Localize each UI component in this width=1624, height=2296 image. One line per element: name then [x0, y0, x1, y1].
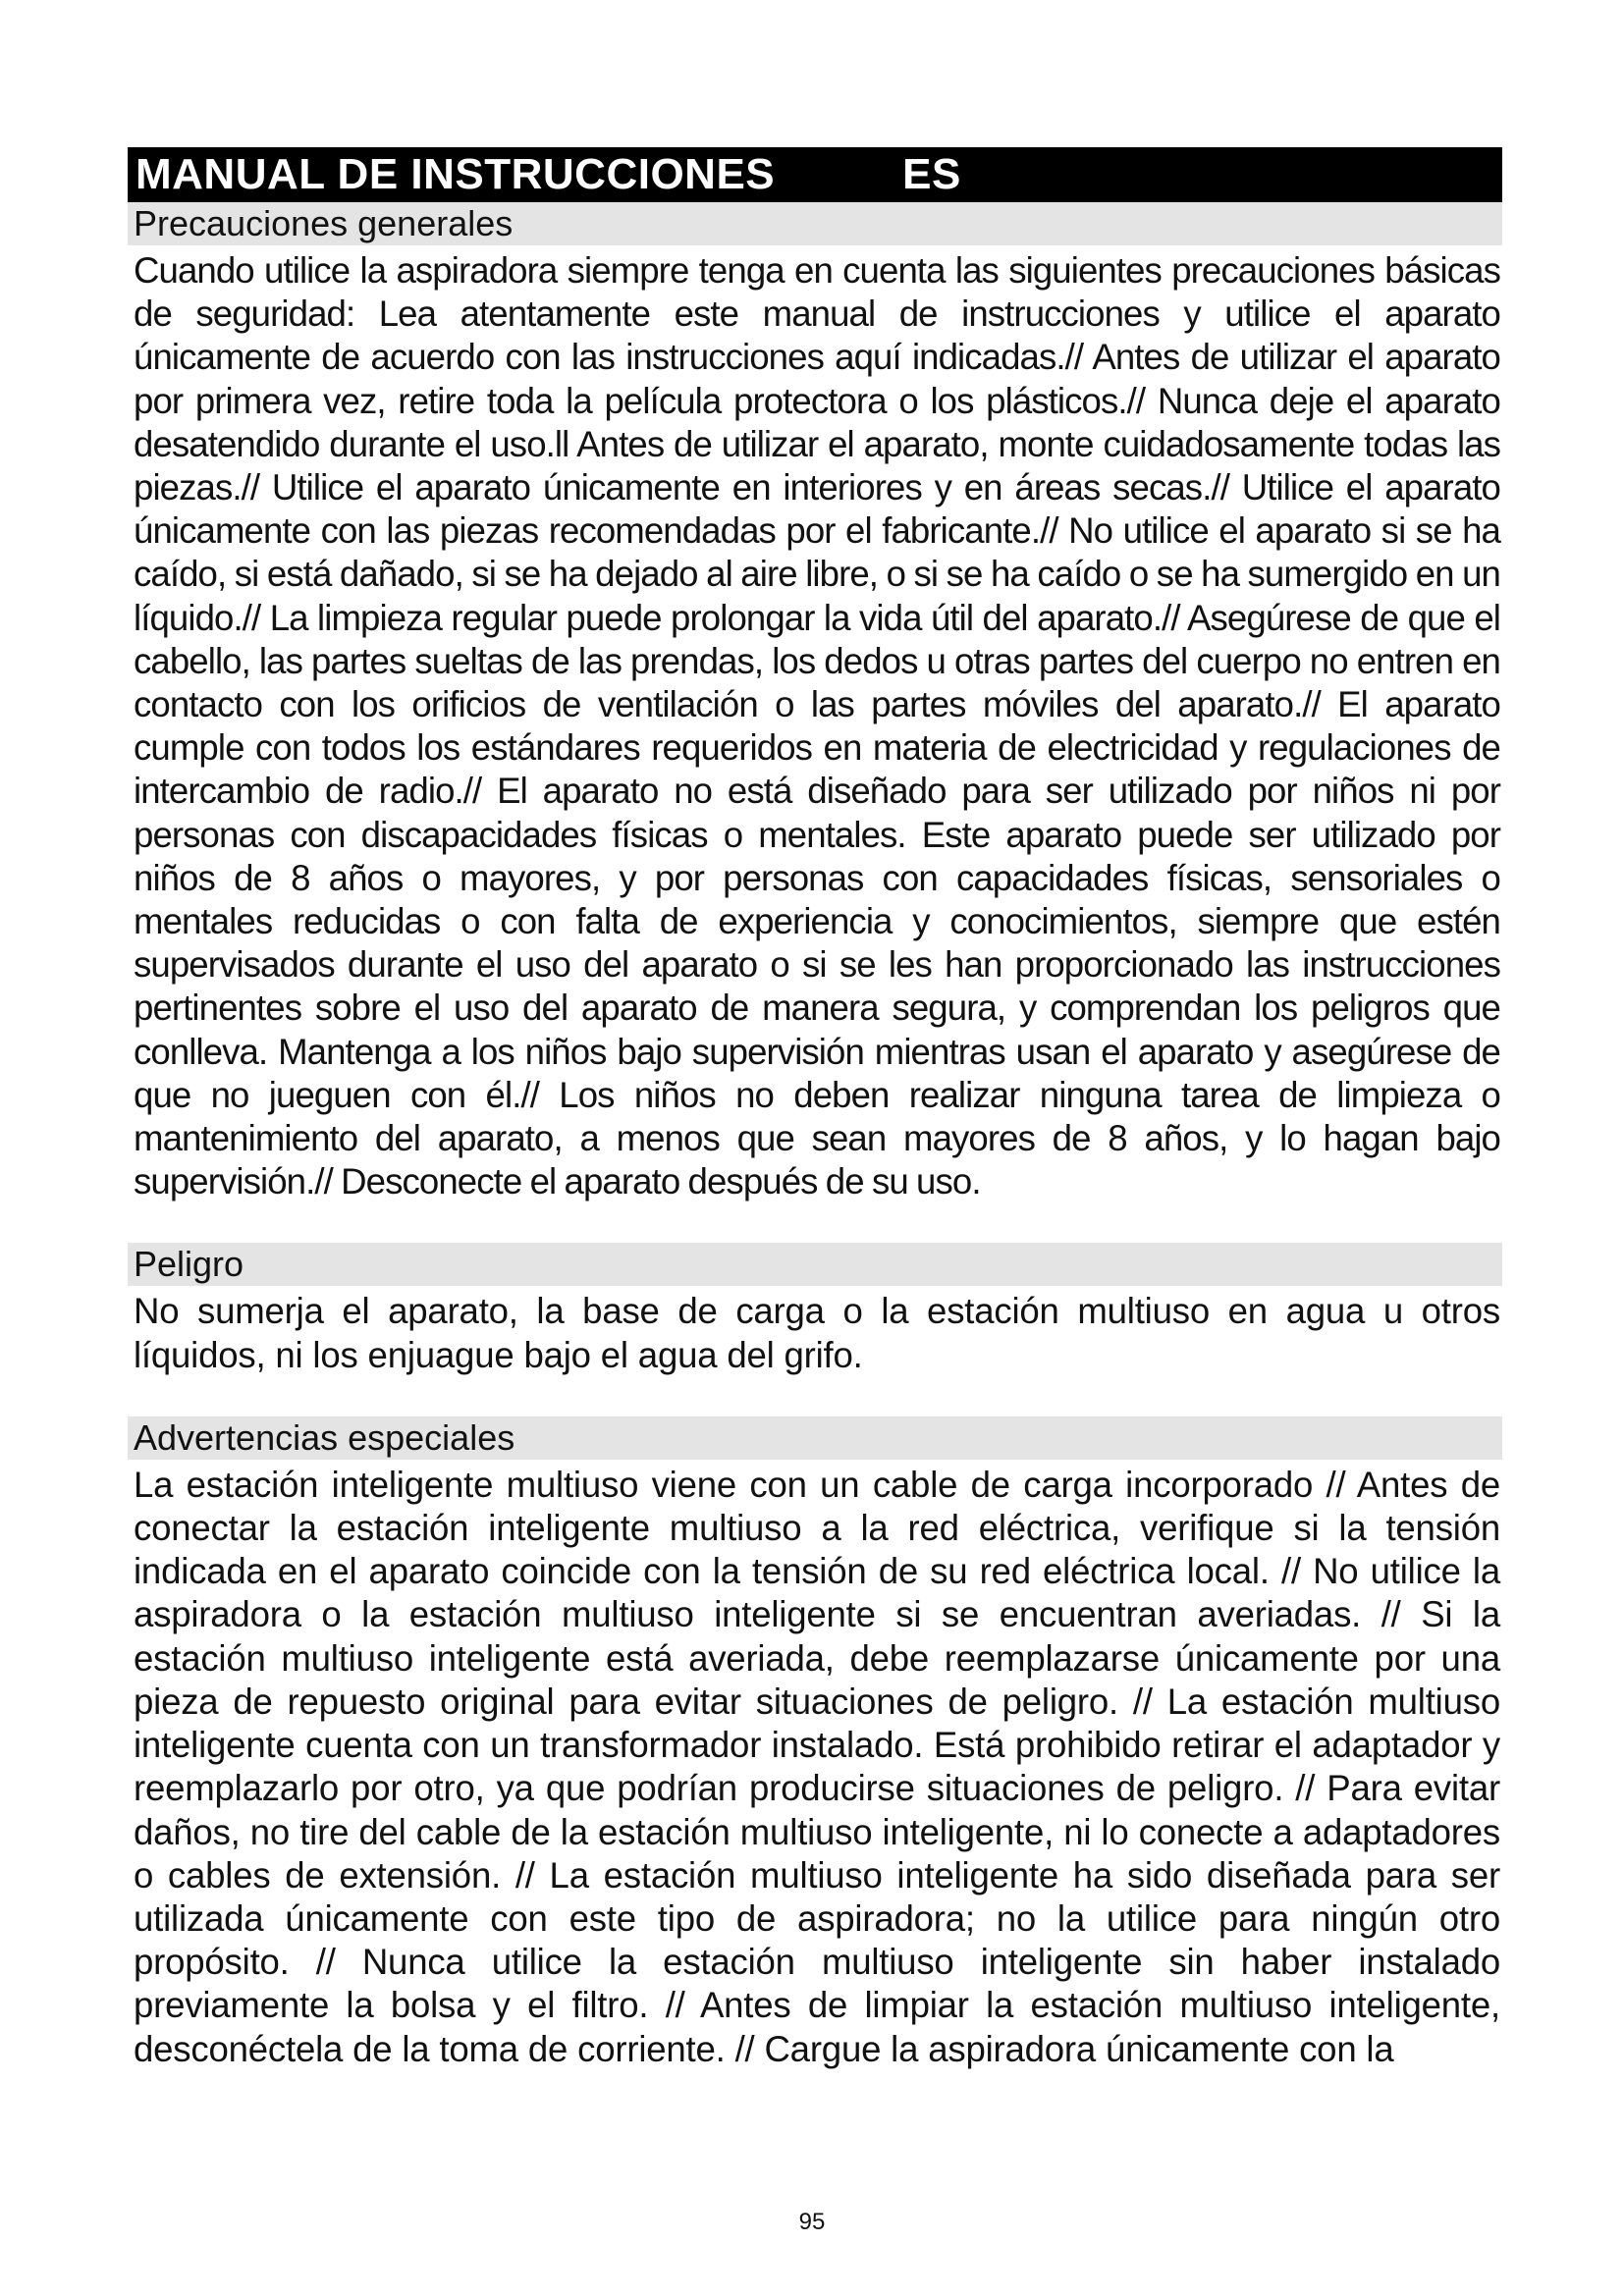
page-title: MANUAL DE INSTRUCCIONES [135, 150, 776, 198]
section-body: La estación inteligente multiuso viene con un cable de carga incorporado // Antes de conectar la estación inteligente multiuso a la red eléctrica, verifique si la tensión indicada en el aparato coincide con la tensión de su red eléctrica local. // No utilice la aspiradora o la estación multiuso inteligente si se encuentran averiadas. // Si la estación multiuso inteligente está averiada, debe reemplazarse únicamente por una pieza de repuesto original para evitar situaciones de peligro. // La estación multiuso inteligente cuenta con un transformador instalado. Está prohibido retirar el adaptador y reemplazarlo por otro, ya que podrían producirse situaciones de peligro. // Para evitar daños, no tire del cable de la estación multiuso inteligente, ni lo conecte a adaptadores o cables de extensión. // La estación multiuso inteligente ha sido diseñada para ser utilizada únicamente con este tipo de aspiradora; no la utilice para ningún otro propósito. // Nunca utilice la estación multiuso inteligente sin haber instalado previamente la bolsa y el filtro. // Antes de limpiar la estación multiuso inteligente, desconéctela de la toma de corriente. // Cargue la aspiradora únicamente con la [134, 1464, 1500, 2069]
section-precauciones-generales [128, 202, 1502, 1203]
section-heading: Advertencias especiales [128, 1416, 1502, 1460]
section-heading: Peligro [128, 1243, 1502, 1286]
section-heading: Precauciones generales [128, 202, 1502, 245]
title-bar [128, 147, 1502, 202]
section-advertencias-especiales [128, 1416, 1502, 2071]
manual-page [128, 147, 1502, 2071]
page-number: 95 [798, 2209, 826, 2235]
language-code: ES [902, 150, 961, 198]
section-body: No sumerja el aparato, la base de carga o la estación multiuso en agua u otros líquidos, ni los enjuague bajo el agua del grifo. [134, 1291, 1500, 1375]
section-peligro [128, 1243, 1502, 1376]
section-body: Cuando utilice la aspiradora siempre tenga en cuenta las siguientes precauciones básicas de seguridad: Lea atentamente este manual de instrucciones y utilice el aparato únicamente de acuerdo con las instrucciones aquí indicadas.// Antes de utilizar el aparato por primera vez, retire toda la película protectora o los plásticos.// Nunca deje el aparato desatendido durante el uso.ll Antes de utilizar el aparato, monte cuidadosamente todas las piezas.// Utilice el aparato únicamente en interiores y en áreas secas.// Utilice el aparato únicamente con las piezas recomendadas por el fabricante.// No utilice el aparato si se ha caído, si está dañado, si se ha dejado al aire libre, o si se ha caído o se ha sumergido en un líquido.// La limpieza regular puede prolongar la vida útil del aparato.// Asegúrese de que el cabello, las partes sueltas de las prendas, los dedos u otras partes del cuerpo no entren en contacto con los orificios de ventilación o las partes móviles del aparato.// El aparato cumple con todos los estándares requeridos en materia de electricidad y regulaciones de intercambio de radio.// El aparato no está diseñado para ser utilizado por niños ni por personas con discapacidades físicas o mentales. Este aparato puede ser utilizado por niños de 8 años o mayores, y por personas con capacidades físicas, sensoriales o mentales reducidas o con falta de experiencia y conocimientos, siempre que estén supervisados durante el uso del aparato o si se les han proporcionado las instrucciones pertinentes sobre el uso del aparato de manera segura, y comprendan los peligros que conlleva. Mantenga a los niños bajo supervisión mientras usan el aparato y asegúrese de que no jueguen con él.// Los niños no deben realizar ninguna tarea de limpieza o mantenimiento del aparato, a menos que sean mayores de 8 años, y lo hagan bajo supervisión.// Desconecte el aparato después de su uso. [134, 250, 1500, 1202]
